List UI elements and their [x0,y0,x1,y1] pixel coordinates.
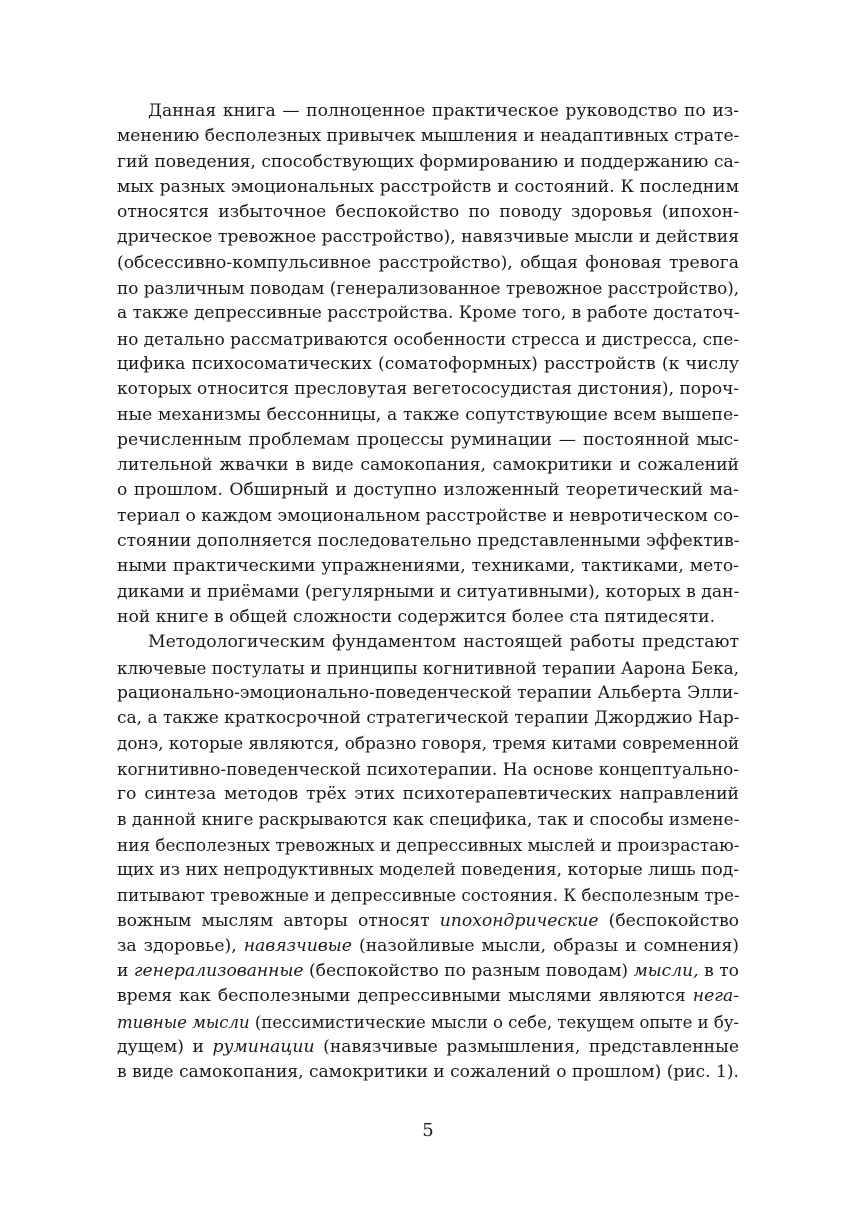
text-segment: ной книге в общей сложности содержится более ста пятидесяти. [117,606,716,627]
text-segment: время как бесполезными депрессивными мыслями являются [117,986,693,1007]
text-segment: лительной жвачки в виде самокопания, самокритики и сожалений [117,455,739,476]
text-line [117,858,739,883]
text-line [117,807,739,832]
text-line [117,883,739,908]
text-segment: рационально-эмоционально-поведенческой терапии Альберта Элли- [117,682,739,703]
page-number: 5 [422,1120,434,1141]
text-segment: (обсессивно-компульсивное расстройство), общая фоновая тревога [117,252,739,273]
text-line [117,276,739,301]
text-segment: мых разных эмоциональных расстройств и состояний. К последним [117,176,739,197]
body-text [117,99,739,1086]
text-segment: дущем) и [117,1036,213,1057]
text-line [117,251,739,276]
paragraph [117,630,739,1085]
text-line [117,706,739,731]
text-segment: цифика психосоматических (соматоформных) расстройств (к числу [117,353,739,374]
text-line [117,377,739,402]
text-segment: Данная книга — полноценное практическое руководство по из- [148,101,739,121]
italic-term: нега- [692,986,739,1007]
italic-term: мысли, [633,961,699,982]
text-segment: (назойливые мысли, образы и сомнения) [351,935,740,956]
text-line [117,984,739,1009]
text-line [117,782,739,807]
text-line [117,327,739,352]
text-line [117,731,739,756]
text-segment: и [117,961,134,982]
text-segment: речисленным проблемам процессы руминации — постоянной мыс- [117,429,739,450]
text-segment: стоянии дополняется последовательно представленными эффектив- [117,531,740,552]
text-segment: диками и приёмами (регулярными и ситуативными), которых в дан- [117,581,740,602]
text-line [117,478,739,503]
text-segment: относятся избыточное беспокойство по поводу здоровья (ипохон- [117,202,739,223]
text-line [117,1035,739,1060]
text-line [117,959,739,984]
text-line [117,504,739,529]
italic-term: тивные мысли [117,1012,250,1032]
text-line [117,580,739,605]
text-segment: о прошлом. Обширный и доступно изложенный теоретический ма- [117,480,739,501]
text-line [117,681,739,706]
italic-term: генерализованные [133,961,304,982]
text-segment: (пессимистические мысли о себе, текущем опыте и бу- [249,1012,740,1032]
text-segment: (беспокойство [598,910,739,931]
text-line [117,175,739,200]
text-segment: в то [698,961,739,982]
text-line [117,757,739,782]
italic-term: руминации [212,1036,315,1057]
text-segment: са, а также краткосрочной стратегической терапии Джорджио Нар- [117,708,740,729]
text-segment: ными практическими упражнениями, техниками, тактиками, мето- [117,556,739,577]
text-segment: щих из них непродуктивных моделей поведения, которые лишь под- [117,859,739,880]
text-segment: го синтеза методов трёх этих психотерапевтических направлений [117,784,739,805]
text-segment: донэ, которые являются, образно говоря, тремя китами современной [117,733,740,754]
text-line [117,301,739,326]
text-line [117,656,739,681]
text-line [117,529,739,554]
text-segment: ния бесполезных тревожных и депрессивных мыслей и произрастаю- [117,834,740,855]
text-segment: но детально рассматриваются особенности стресса и дистресса, спе- [117,328,739,349]
text-segment: а также депрессивные расстройства. Кроме того, в работе достаточ- [117,303,740,324]
text-line [117,833,739,858]
text-line [117,225,739,250]
text-segment: (беспокойство по разным поводам) [303,961,634,982]
text-segment: дрическое тревожное расстройство), навязчивые мысли и действия [117,227,740,248]
italic-term: ипохондрические [439,910,599,931]
text-segment: менению бесполезных привычек мышления и неадаптивных страте- [117,126,740,147]
text-line [117,453,739,478]
text-line [117,428,739,453]
text-line [117,99,739,124]
text-segment: ключевые постулаты и принципы когнитивной терапии Аарона Бека, [117,657,739,678]
text-segment: за здоровье), [117,935,244,956]
text-segment: вожным мыслям авторы относят [117,910,440,931]
text-line [117,1010,739,1035]
italic-term: навязчивые [243,935,352,956]
text-segment: которых относится пресловутая вегетососудистая дистония), пороч- [117,379,740,400]
text-segment: ные механизмы бессонницы, а также сопутствующие всем вышепе- [117,404,739,425]
text-segment: Методологическим фундаментом настоящей работы предстают [148,632,739,653]
text-line [117,150,739,175]
text-segment: когнитивно-поведенческой психотерапии. На основе концептуально- [117,758,739,779]
text-line [117,934,739,959]
text-segment: (навязчивые размышления, представленные [314,1036,739,1057]
text-line [117,200,739,225]
text-segment: териал о каждом эмоциональном расстройстве и невротическом со- [117,505,739,526]
text-segment: гий поведения, способствующих формированию и поддержанию са- [117,151,740,172]
text-segment: питывают тревожные и депрессивные состояния. К бесполезным тре- [117,886,740,906]
text-line [117,1060,739,1085]
text-segment: по различным поводам (генерализованное тревожное расстройство), [117,278,740,299]
text-line [117,630,739,655]
text-line [117,124,739,149]
text-line [117,909,739,934]
text-line [117,352,739,377]
text-line [117,554,739,579]
text-segment: в данной книге раскрываются как специфика, так и способы измене- [117,809,740,830]
paragraph [117,99,739,630]
text-line [117,605,739,630]
text-line [117,403,739,428]
text-segment: в виде самокопания, самокритики и сожалений о прошлом) (рис. 1). [117,1062,739,1083]
